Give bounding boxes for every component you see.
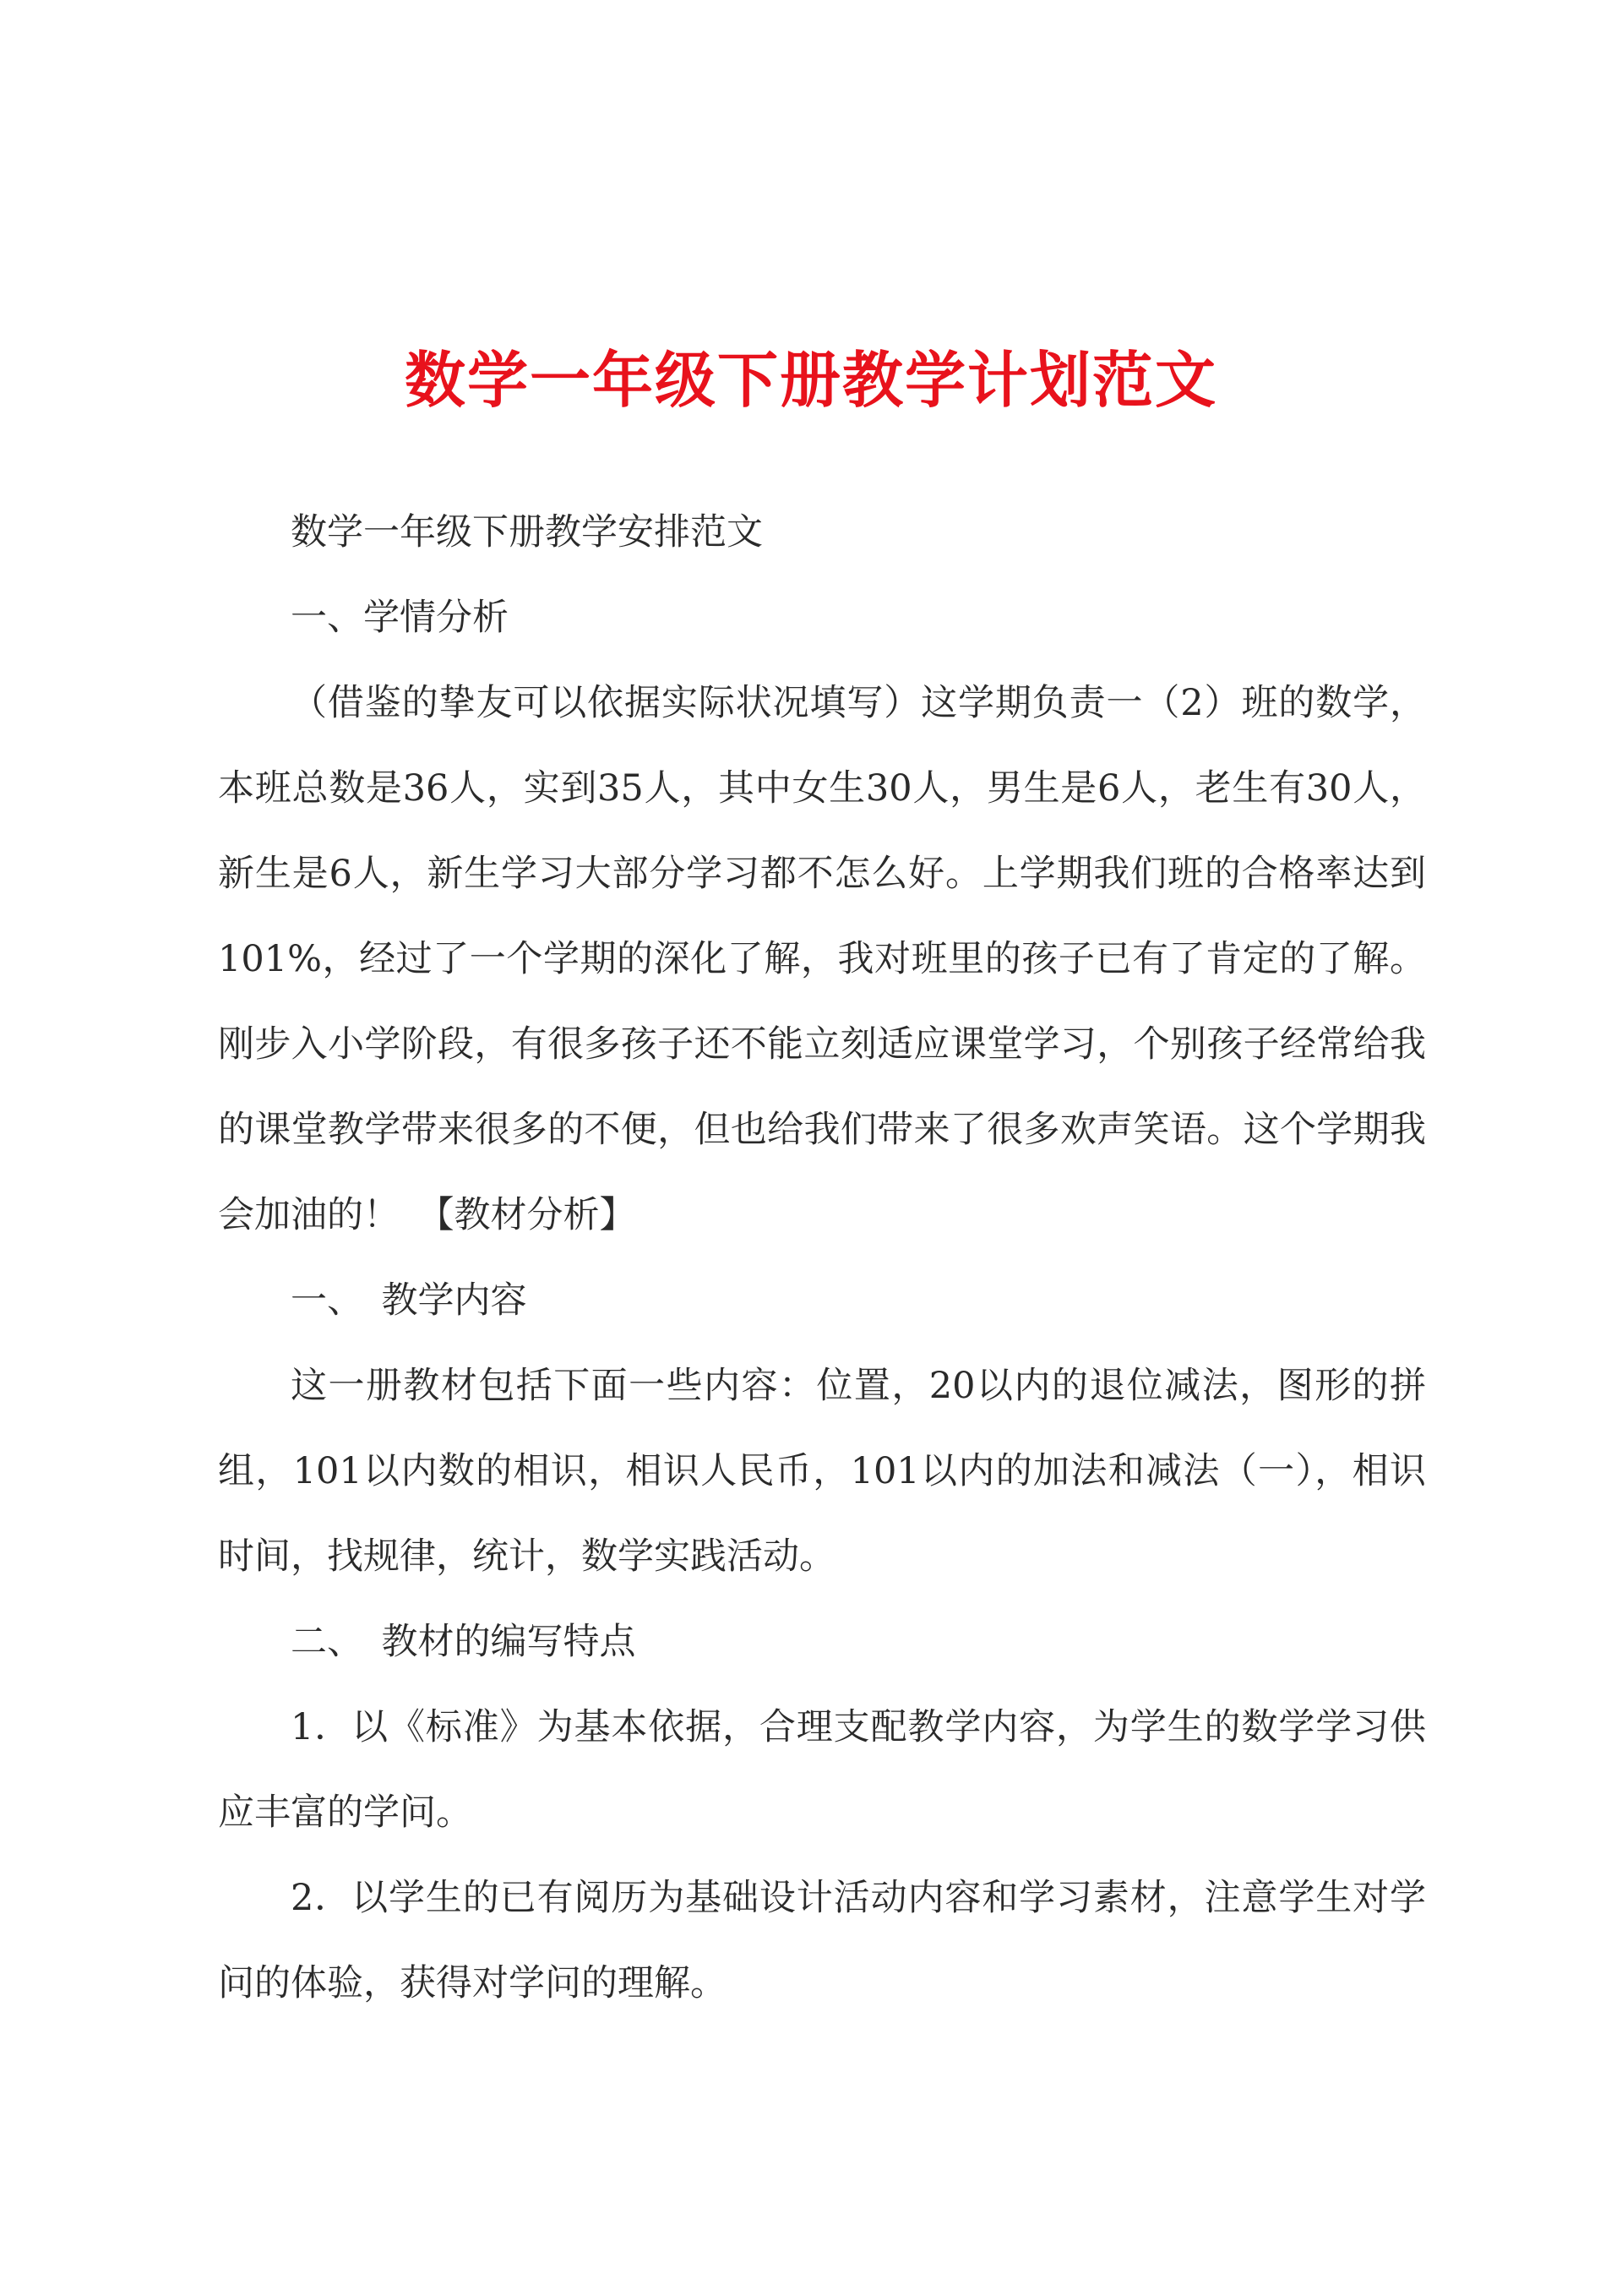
feature-item-2: 2．以学生的已有阅历为基础设计活动内容和学习素材，注意学生对学问的体验，获得对学问的理解。 — [218, 1877, 1426, 2004]
subtitle-paragraph: 数学一年级下册教学安排范文 — [291, 511, 763, 554]
document-body — [218, 490, 1426, 2026]
teaching-content-paragraph: 这一册教材包括下面一些内容：位置，20以内的退位减法，图形的拼组，101以内数的相识，相识人民币，101以内的加法和减法（一），相识时间，找规律，统计，数学实践活动。 — [218, 1365, 1426, 1578]
section-heading-textbook-features: 二、 教材的编写特点 — [291, 1621, 636, 1663]
document-title: 数学一年级下册教学计划范文 — [404, 344, 1217, 416]
section-heading-teaching-content: 一、 教学内容 — [291, 1279, 527, 1322]
learning-analysis-paragraph: （借鉴的挚友可以依据实际状况填写）这学期负责一（2）班的数学，本班总数是36人，实到35人，其中女生30人，男生是6人，老生有30人，新生是6人，新生学习大部分学习都不怎么好。上学期我们班的合格率达到101%，经过了一个学期的深化了解，我对班里的孩子已有了肯定的了解。刚步入小学阶段，有很多孩子还不能立刻适应课堂学习，个别孩子经常给我的课堂教学带来很多的不便，但也给我们带来了很多欢声笑语。这个学期我会加油的！ 【教材分析】 — [218, 682, 1426, 1236]
feature-item-1: 1．以《标准》为基本依据，合理支配教学内容，为学生的数学学习供应丰富的学问。 — [218, 1706, 1426, 1834]
section-heading-learning-analysis: 一、学情分析 — [291, 597, 509, 639]
